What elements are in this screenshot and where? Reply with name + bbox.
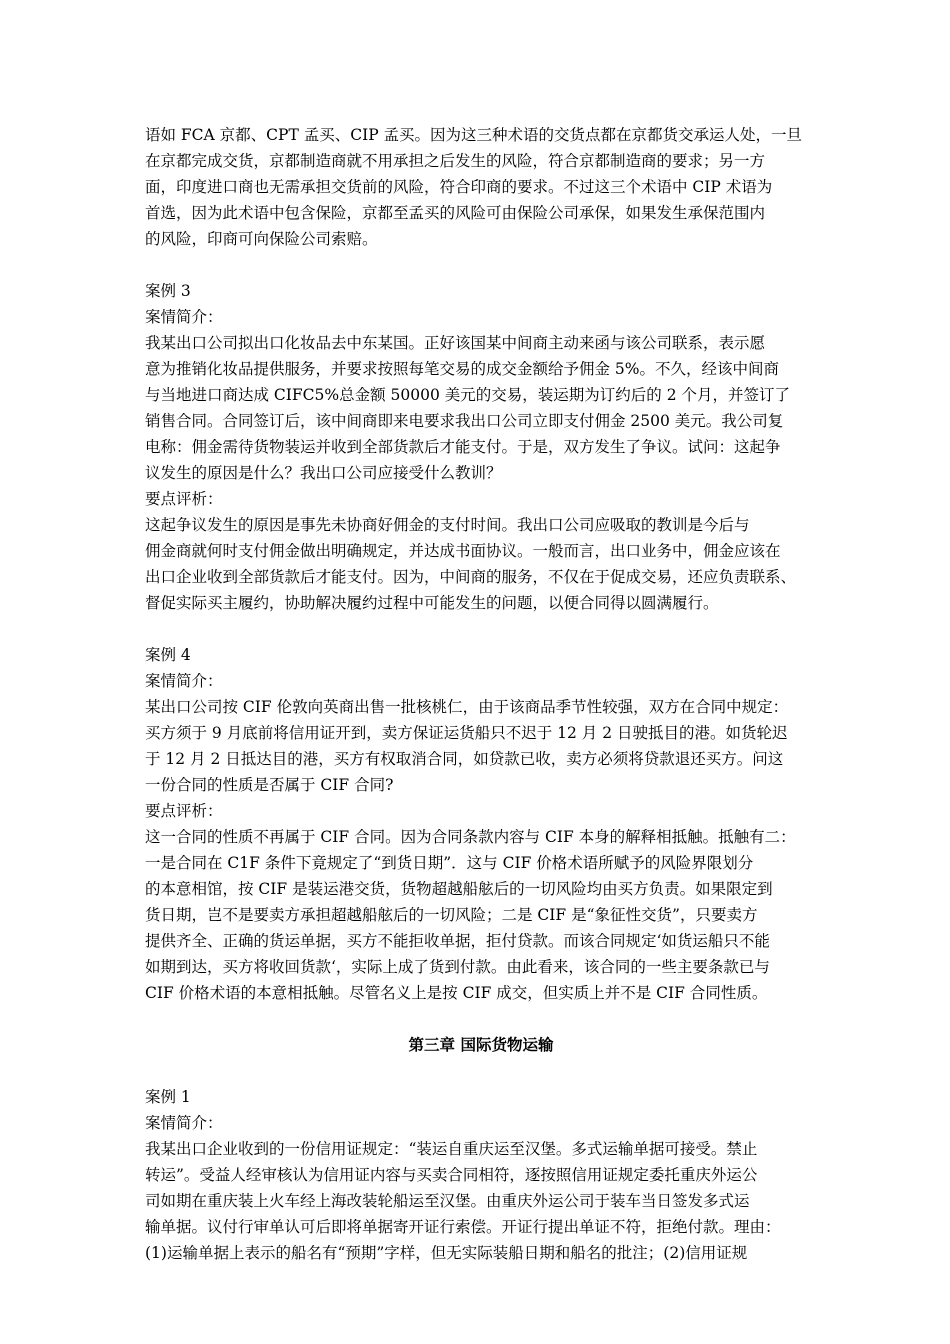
text-line: 在京都完成交货，京都制造商就不用承担之后发生的风险，符合京都制造商的要求；另一方 bbox=[145, 152, 766, 170]
text-line: 的本意相馆，按 CIF 是装运港交货，货物超越船舷后的一切风险均由买方负责。如果限定到 bbox=[145, 880, 773, 898]
paragraph-gap bbox=[145, 1006, 817, 1032]
text-line: 转运”。受益人经审核认为信用证内容与买卖合同相符，逐按照信用证规定委托重庆外运公 bbox=[145, 1166, 758, 1184]
text-line: 买方须于 9 月底前将信用证开到，卖方保证运货船只不迟于 12 月 2 日驶抵目的港。如货轮迟 bbox=[145, 724, 788, 742]
text-line: 某出口公司按 CIF 伦敦向英商出售一批核桃仁，由于该商品季节性较强，双方在合同中规定： bbox=[145, 698, 789, 716]
analysis-label: 要点评析： bbox=[145, 802, 223, 820]
text-line: 一份合同的性质是否属于 CIF 合同? bbox=[145, 776, 394, 794]
text-line: 我某出口企业收到的一份信用证规定：“装运自重庆运至汉堡。多式运输单据可接受。禁止 bbox=[145, 1140, 758, 1158]
analysis-label: 要点评析： bbox=[145, 490, 223, 508]
text-line: 督促实际买主履约，协助解决履约过程中可能发生的问题，以便合同得以圆满履行。 bbox=[145, 594, 719, 612]
paragraph-gap bbox=[145, 1058, 817, 1084]
text-line: 提供齐全、正确的货运单据，买方不能拒收单据，拒付贷款。而该合同规定‘如货运船只不能 bbox=[145, 932, 770, 950]
case-3-section bbox=[145, 278, 817, 616]
case-title: 案例 3 bbox=[145, 282, 191, 300]
summary-label: 案情简介： bbox=[145, 308, 223, 326]
text-line: 电称：佣金需待货物装运并收到全部货款后才能支付。于是，双方发生了争议。试问：这起争 bbox=[145, 438, 781, 456]
text-line: 议发生的原因是什么？我出口公司应接受什么教训？ bbox=[145, 464, 502, 482]
paragraph-gap bbox=[145, 616, 817, 642]
text-line: 意为推销化妆品提供服务，并要求按照每笔交易的成交金额给予佣金 5%。不久，经该中间商 bbox=[145, 360, 780, 378]
paragraph-gap bbox=[145, 252, 817, 278]
text-line: 语如 FCA 京都、CPT 孟买、CIP 孟买。因为这三种术语的交货点都在京都货交承运人处，一旦 bbox=[145, 126, 803, 144]
text-line: CIF 价格术语的本意相抵触。尽管名义上是按 CIF 成交，但实质上并不是 CIF 合同性质。 bbox=[145, 984, 768, 1002]
text-line: 于 12 月 2 日抵达目的港，买方有权取消合同，如贷款已收，卖方必须将贷款退还买方。问这 bbox=[145, 750, 784, 768]
text-line: 这一合同的性质不再属于 CIF 合同。因为合同条款内容与 CIF 本身的解释相抵触。抵触有二： bbox=[145, 828, 796, 846]
chapter-heading: 第三章 国际货物运输 bbox=[408, 1035, 554, 1054]
text-line: 如期到达，买方将收回货款‘，实际上成了货到付款。由此看来，该合同的一些主要条款已与 bbox=[145, 958, 770, 976]
text-line: 司如期在重庆装上火车经上海改装轮船运至汉堡。由重庆外运公司于装车当日签发多式运 bbox=[145, 1192, 750, 1210]
case-title: 案例 1 bbox=[145, 1088, 191, 1106]
summary-label: 案情简介： bbox=[145, 1114, 223, 1132]
text-line: 佣金商就何时支付佣金做出明确规定，并达成书面协议。一般而言，出口业务中，佣金应该在 bbox=[145, 542, 781, 560]
text-line: 销售合同。合同签订后，该中间商即来电要求我出口公司立即支付佣金 2500 美元。我公司复 bbox=[145, 412, 784, 430]
text-line: 首选，因为此术语中包含保险，京都至孟买的风险可由保险公司承保，如果发生承保范围内 bbox=[145, 204, 766, 222]
intro-paragraph bbox=[145, 122, 817, 252]
text-line: (1)运输单据上表示的船名有“预期”字样，但无实际装船日期和船名的批注；(2)信用证规 bbox=[145, 1244, 748, 1262]
text-line: 货日期，岂不是要卖方承担超越船舷后的一切风险；二是 CIF 是“象征性交货”，只要卖方 bbox=[145, 906, 758, 924]
chapter-3-case-1-section bbox=[145, 1084, 817, 1266]
text-line: 与当地进口商达成 CIFC5%总金额 50000 美元的交易，装运期为订约后的 2 个月，并签订了 bbox=[145, 386, 790, 404]
text-line: 的风险，印商可向保险公司索赔。 bbox=[145, 230, 378, 248]
text-line: 这起争议发生的原因是事先未协商好佣金的支付时间。我出口公司应吸取的教训是今后与 bbox=[145, 516, 750, 534]
summary-label: 案情简介： bbox=[145, 672, 223, 690]
text-line: 我某出口公司拟出口化妆品去中东某国。正好该国某中间商主动来函与该公司联系，表示愿 bbox=[145, 334, 766, 352]
text-line: 面，印度进口商也无需承担交货前的风险，符合印商的要求。不过这三个术语中 CIP 术语为 bbox=[145, 178, 773, 196]
text-line: 出口企业收到全部货款后才能支付。因为，中间商的服务，不仅在于促成交易，还应负责联系、 bbox=[145, 568, 797, 586]
case-4-section bbox=[145, 642, 817, 1006]
document-page bbox=[145, 122, 817, 1266]
text-line: 一是合同在 C1F 条件下竟规定了“到货日期”．这与 CIF 价格术语所赋予的风险界限划分 bbox=[145, 854, 754, 872]
case-title: 案例 4 bbox=[145, 646, 191, 664]
text-line: 输单据。议付行审单认可后即将单据寄开证行索偿。开证行提出单证不符，拒绝付款。理由： bbox=[145, 1218, 781, 1236]
